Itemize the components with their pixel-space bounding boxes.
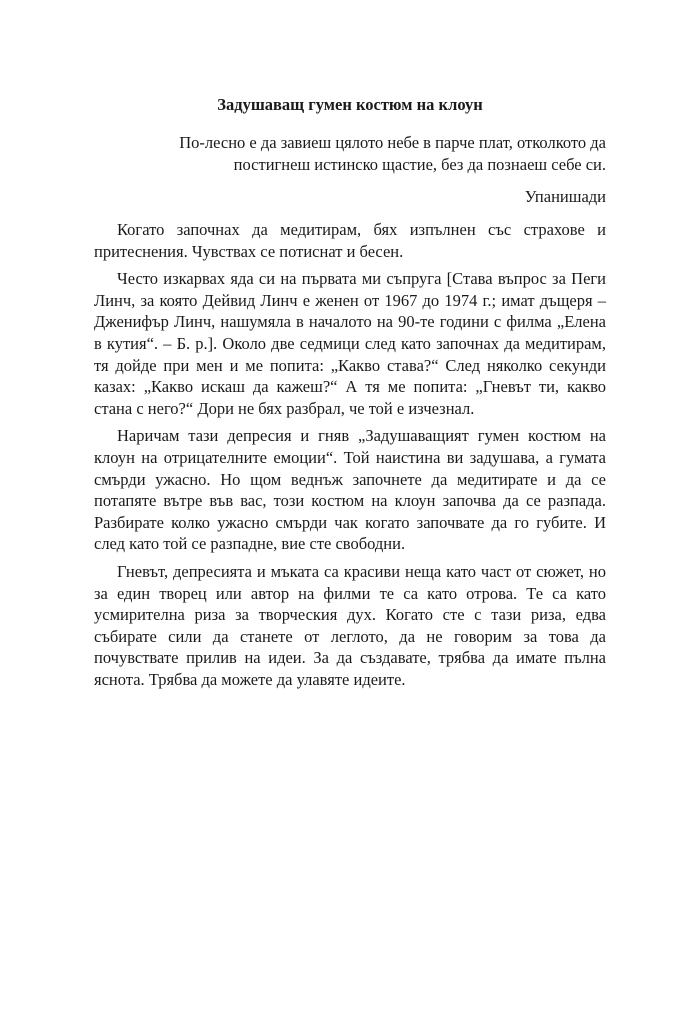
paragraph: Когато започнах да медитирам, бях изпълнен със страхове и притеснения. Чувствах се потиснат и бесен. — [94, 220, 606, 261]
epigraph-line: По-лесно е да завиеш цялото небе в парче плат, отколкото да — [179, 133, 606, 152]
epigraph-source: Упанишади — [524, 187, 606, 206]
paragraph: Гневът, депресията и мъката са красиви неща като част от сюжет, но за един творец или автор на филми те са като отрова. Те са като усмирителна риза за творческия дух. Когато сте с тази риза, едва събирате сили да станете от леглото, да не говорим за това да почувствате прилив на идеи. За да създавате, трябва да имате пълна яснота. Трябва да можете да улавяте идеите. — [94, 561, 606, 689]
epigraph-line: постигнеш истинско щастие, без да познаеш себе си. — [233, 155, 606, 174]
page-title: Задушаващ гумен костюм на клоун — [217, 95, 483, 114]
paragraph: Наричам тази депресия и гняв „Задушаващият гумен костюм на клоун на отрицателните емоции“. Той наистина ви задушава, а гумата смърди ужасно. Но щом веднъж започнете да медитирате и да се потапяте вътре във вас, този костюм на клоун започва да се разпада. Разбирате колко ужасно смърди чак когато започвате да го губите. И след като той се разпадне, вие сте свободни. — [94, 426, 606, 554]
body-text — [94, 219, 606, 696]
paragraph: Често изкарвах яда си на първата ми съпруга [Става въпрос за Пеги Линч, за която Дейвид Линч е женен от 1967 до 1974 г.; имат дъщеря – Дженифър Линч, нашумяла в началото на 90-те години с филма „Елена в кутия“. – Б. р.]. Около две седмици след като започнах да медитирам, тя дойде при мен и ме попита: „Какво става?“ След няколко секунди казах: „Какво искаш да кажеш?“ А тя ме попита: „Гневът ти, какво стана с него?“ Дори не бях разбрал, че той е изчезнал. — [94, 269, 606, 418]
epigraph — [120, 132, 606, 176]
